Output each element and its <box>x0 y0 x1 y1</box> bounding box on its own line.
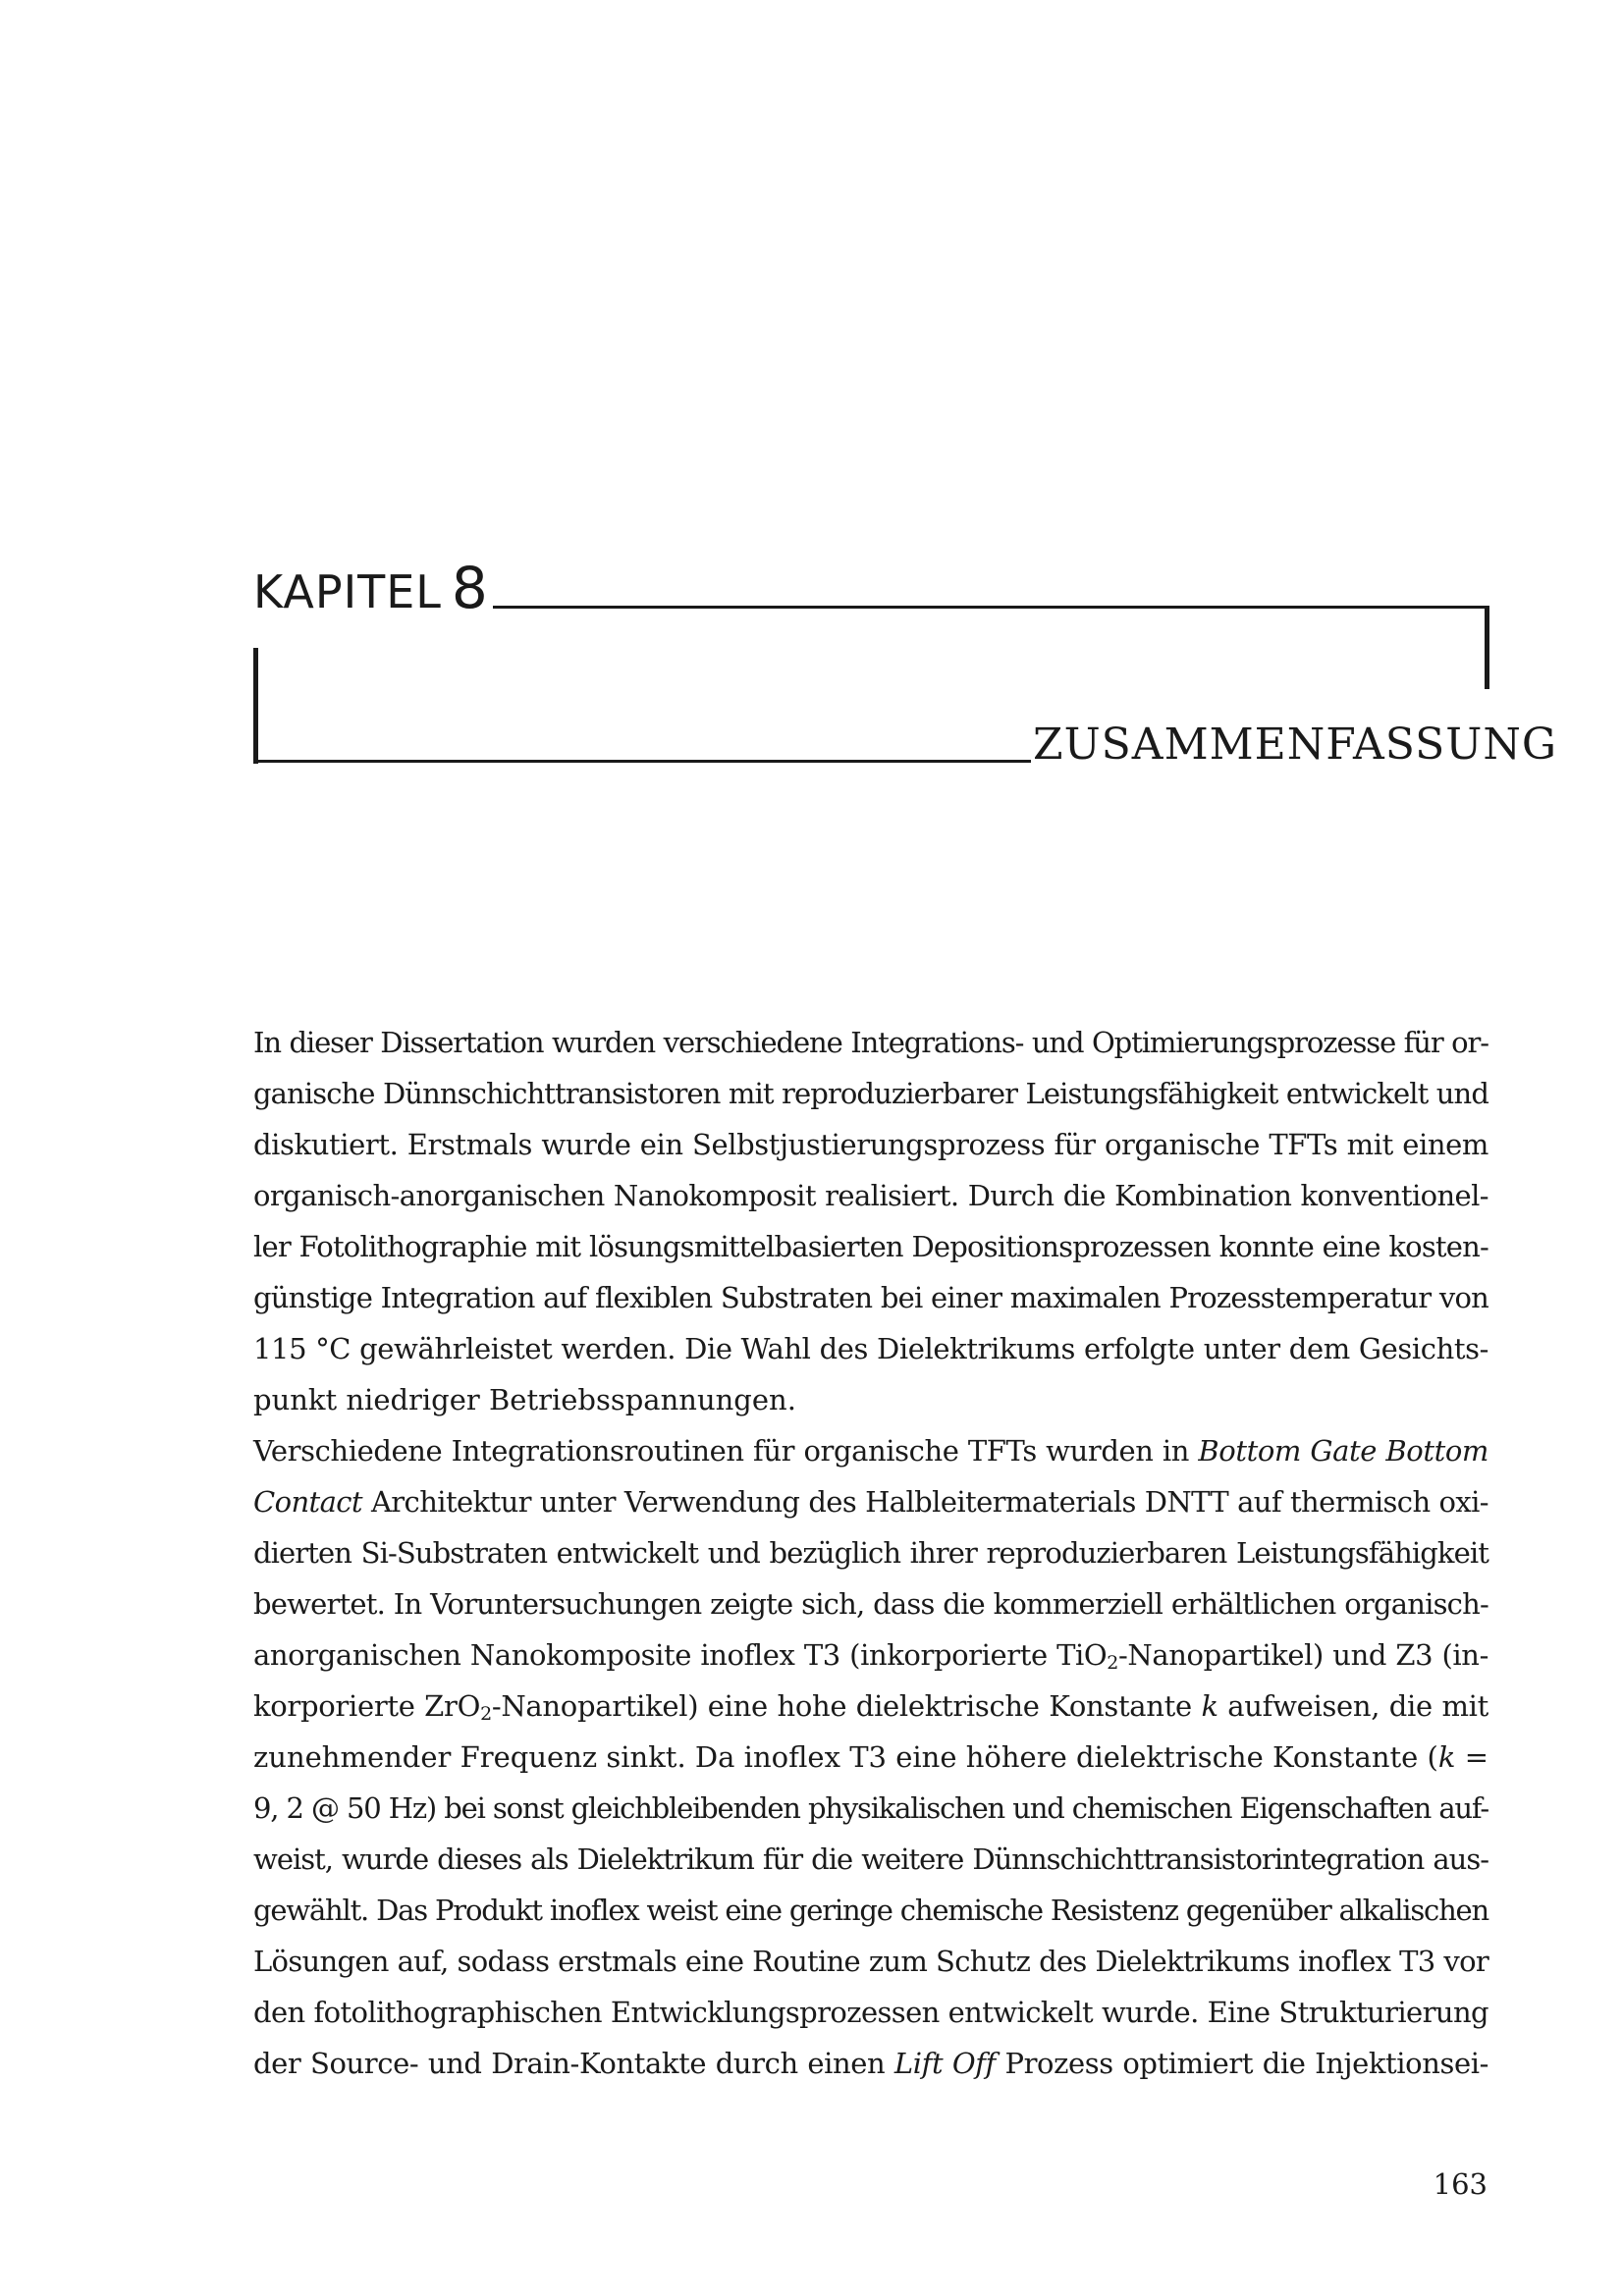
body-text <box>253 1017 1488 2089</box>
text-line: ganische Dünnschichttransistoren mit reproduzierbarer Leistungsfähigkeit entwickelt und <box>253 1077 1488 1110</box>
text-line: diskutiert. Erstmals wurde ein Selbstjustierungsprozess für organische TFTs mit einem <box>253 1128 1488 1161</box>
text-line: anorganischen Nanokomposite inoflex T3 (inkorporierte TiO$_2$-Nanopartikel) und Z3 (in- <box>253 1638 1488 1674</box>
text-line: gewählt. Das Produkt inoflex weist eine geringe chemische Resistenz gegenüber alkalischen <box>253 1894 1488 1927</box>
text-line: Lösungen auf, sodass erstmals eine Routine zum Schutz des Dielektrikums inoflex T3 vor <box>253 1945 1488 1978</box>
chapter-number: 8 <box>451 555 489 621</box>
text-line: 115 °C gewährleistet werden. Die Wahl des Dielektrikums erfolgte unter dem Gesichts- <box>253 1332 1488 1365</box>
text-line: 9, 2 @ 50 Hz) bei sonst gleichbleibenden physikalischen und chemischen Eigenschaften auf- <box>253 1791 1488 1825</box>
chapter-label-text: KAPITEL <box>253 565 442 618</box>
text-line: den fotolithographischen Entwicklungsprozessen entwickelt wurde. Eine Strukturierung <box>253 1996 1488 2029</box>
text-line: der Source- und Drain-Kontakte durch einen Lift Off Prozess optimiert die Injektionsei- <box>253 2047 1488 2080</box>
chapter-rule-bottom <box>253 760 1031 763</box>
text-line: dierten Si-Substraten entwickelt und bezüglich ihrer reproduzierbaren Leistungsfähigkeit <box>253 1536 1488 1570</box>
text-line: zunehmender Frequenz sinkt. Da inoflex T3 eine höhere dielektrische Konstante (k = <box>253 1740 1488 1774</box>
chapter-bar-left <box>253 648 258 764</box>
chapter-bar-right <box>1485 606 1489 689</box>
text-line: korporierte ZrO$_2$-Nanopartikel) eine hohe dielektrische Konstante k aufweisen, die mit <box>253 1689 1488 1725</box>
page-number: 163 <box>1433 2167 1488 2201</box>
text-line: Verschiedene Integrationsroutinen für organische TFTs wurden in Bottom Gate Bottom <box>253 1434 1488 1468</box>
text-line: In dieser Dissertation wurden verschiedene Integrations- und Optimierungsprozesse für or- <box>253 1026 1488 1059</box>
text-line: weist, wurde dieses als Dielektrikum für die weitere Dünnschichttransistorintegration aus- <box>253 1842 1488 1876</box>
text-line: Contact Architektur unter Verwendung des Halbleitermaterials DNTT auf thermisch oxi- <box>253 1485 1488 1519</box>
text-line: punkt niedriger Betriebsspannungen. <box>253 1383 796 1416</box>
chapter-title: ZUSAMMENFASSUNG <box>1033 720 1558 770</box>
text-line: bewertet. In Voruntersuchungen zeigte sich, dass die kommerziell erhältlichen organisch- <box>253 1587 1488 1621</box>
text-line: ler Fotolithographie mit lösungsmittelbasierten Depositionsprozessen konnte eine kosten- <box>253 1230 1488 1263</box>
chapter-rule-top <box>493 606 1488 609</box>
chapter-label <box>253 555 489 621</box>
text-line: organisch-anorganischen Nanokomposit realisiert. Durch die Kombination konventionel- <box>253 1179 1488 1212</box>
text-line: günstige Integration auf flexiblen Substraten bei einer maximalen Prozesstemperatur von <box>253 1281 1488 1314</box>
